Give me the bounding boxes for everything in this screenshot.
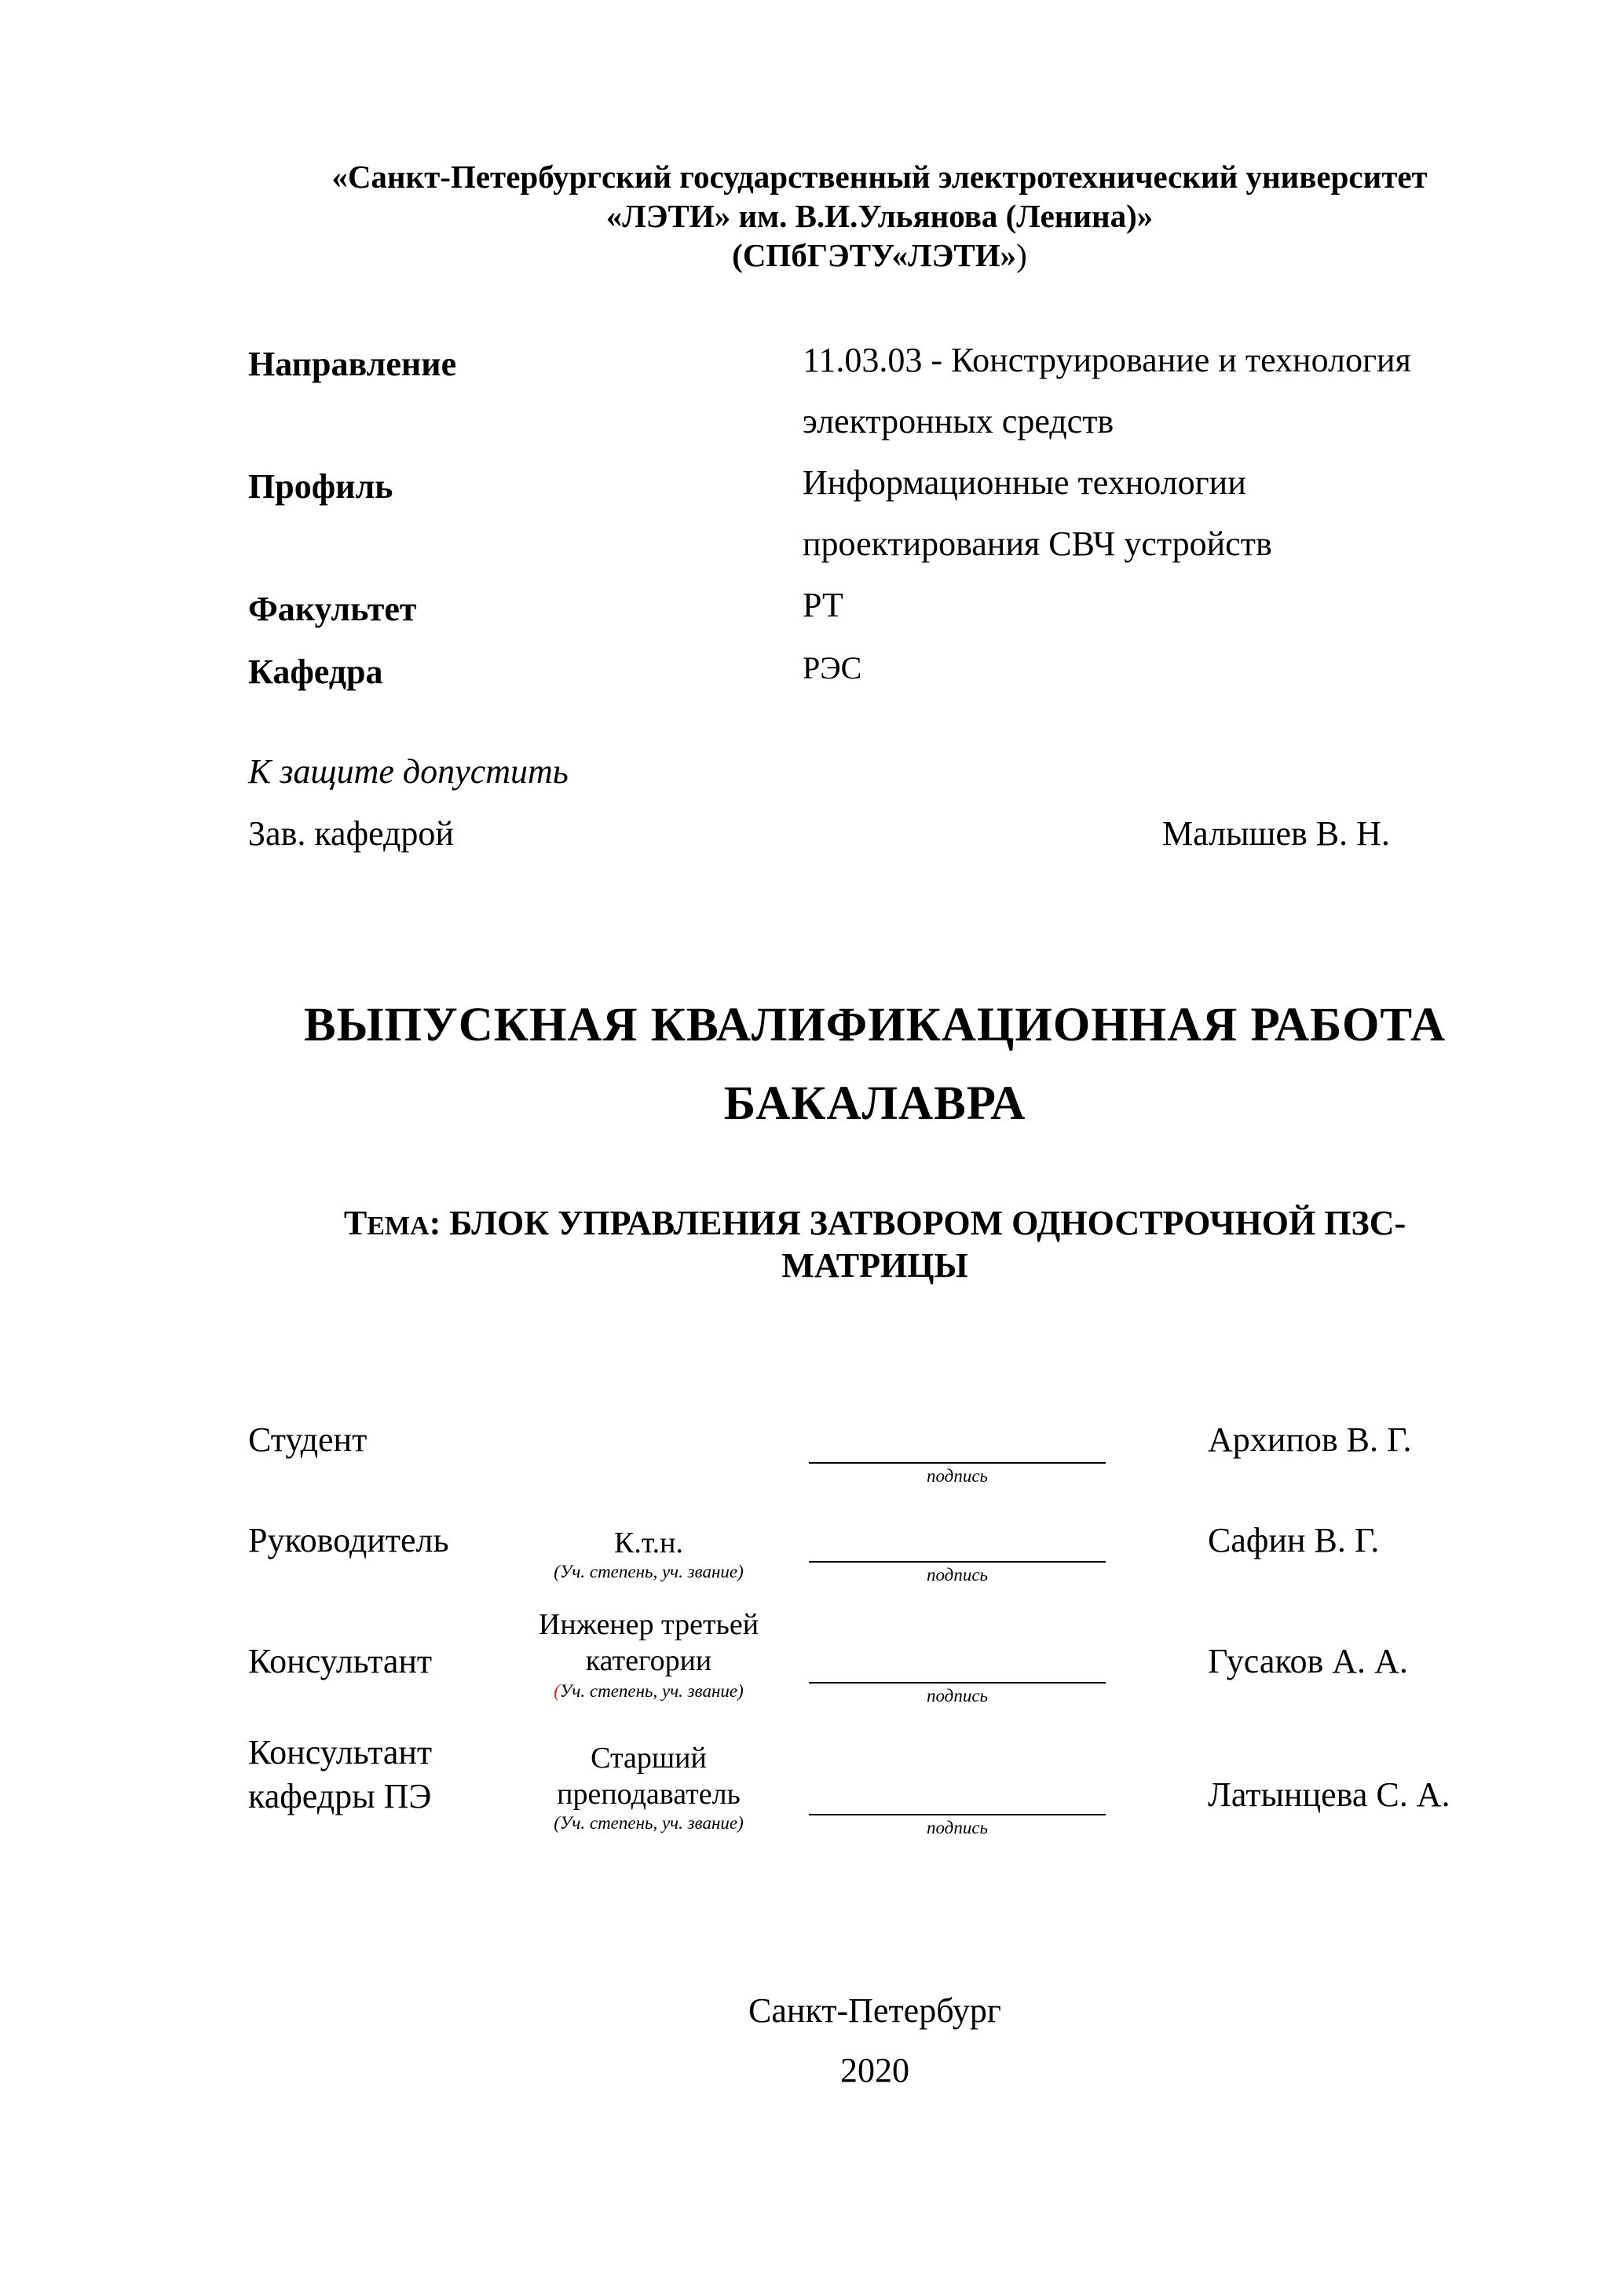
consultant-signature-line — [809, 1682, 1106, 1684]
supervisor-signature-caption: подпись — [926, 1565, 988, 1585]
theme-text-line-2: МАТРИЦЫ — [781, 1246, 968, 1285]
consultant-name: Гусаков А. А. — [1208, 1642, 1408, 1680]
consultant-pe-degree-caption: (Уч. степень, уч. звание) — [554, 1813, 744, 1833]
consultant-degree-caption-paren: ( — [554, 1681, 560, 1701]
department-label: Кафедра — [248, 653, 383, 691]
consultant-signature-caption: подпись — [926, 1686, 988, 1706]
head-of-department-label: Зав. кафедрой — [248, 814, 454, 853]
consultant-degree-caption-text: Уч. степень, уч. звание) — [559, 1681, 744, 1701]
university-abbreviation — [259, 236, 1500, 275]
supervisor-degree-caption: (Уч. степень, уч. звание) — [554, 1562, 744, 1581]
student-role: Студент — [248, 1420, 368, 1459]
direction-value-line-1: 11.03.03 - Конструирование и технология — [803, 341, 1411, 379]
supervisor-name: Сафин В. Г. — [1208, 1521, 1380, 1559]
consultant-pe-degree-line-2: преподаватель — [557, 1778, 741, 1811]
consultant-degree-caption — [507, 1680, 790, 1702]
consultant-role: Консультант — [248, 1642, 433, 1680]
consultant-pe-signature-line — [809, 1814, 1106, 1815]
consultant-pe-role-line-1: Консультант — [248, 1733, 433, 1771]
consultant-pe-role-line-2: кафедры ПЭ — [248, 1777, 432, 1815]
consultant-pe-degree-line-1: Старший — [591, 1742, 707, 1775]
profile-value-line-1: Информационные технологии — [803, 463, 1246, 502]
university-name-line-1: «Санкт-Петербургский государственный электротехнический университет — [331, 159, 1428, 195]
faculty-value: РТ — [803, 586, 843, 624]
university-abbreviation-text: (СПбГЭТУ«ЛЭТИ» — [732, 237, 1017, 273]
theme-prefix-first-letter: Т — [343, 1204, 368, 1242]
supervisor-degree: К.т.н. — [614, 1526, 683, 1559]
consultant-pe-signature-caption: подпись — [926, 1818, 988, 1837]
supervisor-role: Руководитель — [248, 1521, 449, 1559]
faculty-label: Факультет — [248, 590, 417, 628]
work-title-line-2: БАКАЛАВРА — [723, 1077, 1026, 1130]
student-name: Архипов В. Г. — [1208, 1420, 1412, 1459]
admission-text: К защите допустить — [248, 752, 569, 791]
student-signature-line — [809, 1462, 1106, 1464]
university-abbreviation-close: ) — [1016, 237, 1027, 273]
student-signature-caption: подпись — [926, 1466, 988, 1486]
theme-prefix-rest: ЕМА — [367, 1212, 430, 1241]
footer-year: 2020 — [840, 2051, 909, 2089]
department-value: РЭС — [803, 650, 862, 686]
footer-city: Санкт-Петербург — [748, 1991, 1001, 2030]
profile-label: Профиль — [248, 467, 393, 506]
head-of-department-name: Малышев В. Н. — [1162, 814, 1390, 853]
supervisor-signature-line — [809, 1561, 1106, 1563]
consultant-degree-line-1: Инженер третьей — [538, 1608, 759, 1641]
profile-value-line-2: проектирования СВЧ устройств — [803, 525, 1272, 563]
consultant-pe-name: Латынцева С. А. — [1208, 1775, 1450, 1814]
direction-value-line-2: электронных средств — [803, 402, 1114, 441]
university-name-line-2: «ЛЭТИ» им. В.И.Ульянова (Ленина)» — [605, 198, 1154, 234]
work-title-line-1: ВЫПУСКНАЯ КВАЛИФИКАЦИОННАЯ РАБОТА — [303, 999, 1447, 1051]
theme-text-line-1: БЛОК УПРАВЛЕНИЯ ЗАТВОРОМ ОДНОСТРОЧНОЙ ПЗС- — [441, 1204, 1406, 1242]
direction-label: Направление — [248, 345, 457, 383]
theme-colon: : — [429, 1204, 441, 1242]
consultant-degree-line-2: категории — [585, 1644, 712, 1677]
